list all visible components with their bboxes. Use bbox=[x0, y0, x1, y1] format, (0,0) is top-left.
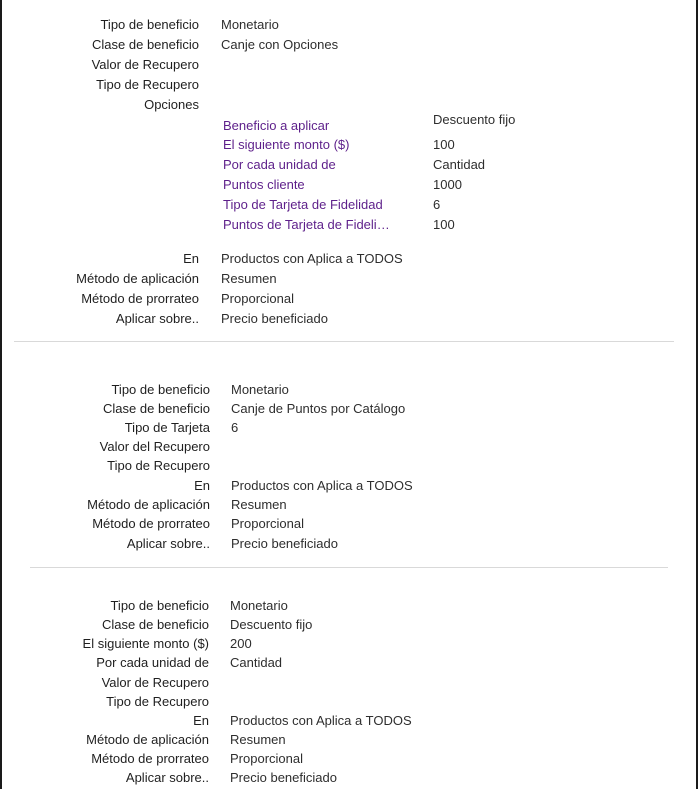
field-clase-beneficio bbox=[2, 35, 696, 55]
field-en bbox=[2, 249, 696, 269]
field-label: Aplicar sobre.. bbox=[126, 536, 210, 551]
field-valor-recupero bbox=[2, 55, 696, 75]
field-value: Canje de Puntos por Catálogo bbox=[231, 401, 406, 416]
field-label: El siguiente monto ($) bbox=[82, 636, 209, 651]
field-value: Descuento fijo bbox=[230, 617, 313, 632]
field-value: 200 bbox=[230, 636, 252, 651]
field-label: Valor de Recupero bbox=[91, 57, 199, 72]
field-clase-beneficio bbox=[2, 615, 696, 635]
field-value: 6 bbox=[231, 420, 239, 435]
field-value: Precio beneficiado bbox=[221, 311, 328, 326]
section-divider bbox=[30, 567, 668, 568]
field-label: Opciones bbox=[144, 97, 199, 112]
option-label: Beneficio a aplicar bbox=[223, 118, 330, 133]
option-value: 6 bbox=[433, 197, 441, 212]
field-value: Resumen bbox=[230, 732, 286, 747]
field-label: En bbox=[194, 478, 210, 493]
option-row bbox=[2, 195, 696, 215]
field-aplicar-sobre bbox=[2, 309, 696, 329]
field-valor-recupero bbox=[2, 673, 696, 693]
field-label: Valor del Recupero bbox=[99, 439, 210, 454]
field-value: Proporcional bbox=[231, 516, 304, 531]
field-label: Tipo de beneficio bbox=[110, 598, 209, 613]
field-value: Precio beneficiado bbox=[231, 536, 338, 551]
option-label: Puntos de Tarjeta de Fideli… bbox=[223, 217, 390, 232]
field-label: Clase de beneficio bbox=[102, 617, 209, 632]
field-clase-beneficio bbox=[2, 399, 696, 419]
option-label: El siguiente monto ($) bbox=[223, 137, 350, 152]
field-valor-recupero bbox=[2, 437, 696, 457]
field-siguiente-monto bbox=[2, 634, 696, 654]
field-label: Método de aplicación bbox=[87, 497, 210, 512]
field-metodo-aplicacion bbox=[2, 730, 696, 750]
field-metodo-aplicacion bbox=[2, 495, 696, 515]
option-value: 1000 bbox=[433, 177, 462, 192]
field-metodo-aplicacion bbox=[2, 269, 696, 289]
field-label: En bbox=[193, 713, 209, 728]
field-metodo-prorrateo bbox=[2, 514, 696, 534]
field-label: Tipo de beneficio bbox=[111, 382, 210, 397]
field-value: Precio beneficiado bbox=[230, 770, 337, 785]
field-label: Método de prorrateo bbox=[92, 516, 210, 531]
field-value: Proporcional bbox=[221, 291, 294, 306]
option-row bbox=[2, 135, 696, 155]
field-opciones bbox=[2, 95, 696, 115]
field-value: Monetario bbox=[221, 17, 279, 32]
field-label: Clase de beneficio bbox=[92, 37, 199, 52]
field-value: Monetario bbox=[230, 598, 288, 613]
field-por-cada-unidad bbox=[2, 653, 696, 673]
field-value: Cantidad bbox=[230, 655, 283, 670]
field-label: Tipo de Recupero bbox=[106, 694, 209, 709]
field-tipo-recupero bbox=[2, 456, 696, 476]
field-label: Tipo de beneficio bbox=[100, 17, 199, 32]
section-divider bbox=[14, 341, 674, 342]
field-value: Productos con Aplica a TODOS bbox=[231, 478, 413, 493]
option-label: Puntos cliente bbox=[223, 177, 305, 192]
field-label: Tipo de Recupero bbox=[96, 77, 199, 92]
option-row bbox=[2, 175, 696, 195]
field-tipo-recupero bbox=[2, 692, 696, 712]
field-tipo-beneficio bbox=[2, 596, 696, 616]
field-label: Tipo de Recupero bbox=[107, 458, 210, 473]
field-value: Canje con Opciones bbox=[221, 37, 339, 52]
field-label: En bbox=[183, 251, 199, 266]
field-value: Resumen bbox=[221, 271, 277, 286]
field-label: Aplicar sobre.. bbox=[125, 770, 209, 785]
option-row bbox=[2, 113, 696, 133]
field-label: Clase de beneficio bbox=[103, 401, 210, 416]
field-label: Tipo de Tarjeta bbox=[124, 420, 210, 435]
field-label: Método de prorrateo bbox=[91, 751, 209, 766]
field-aplicar-sobre bbox=[2, 534, 696, 554]
field-value: Resumen bbox=[231, 497, 287, 512]
field-en bbox=[2, 711, 696, 731]
field-value: Monetario bbox=[231, 382, 289, 397]
field-label: Método de aplicación bbox=[86, 732, 209, 747]
option-value: 100 bbox=[433, 137, 455, 152]
field-tipo-recupero bbox=[2, 75, 696, 95]
field-tipo-beneficio bbox=[2, 15, 696, 35]
option-value: Cantidad bbox=[433, 157, 486, 172]
field-en bbox=[2, 476, 696, 496]
field-label: Valor de Recupero bbox=[101, 675, 209, 690]
option-row bbox=[2, 155, 696, 175]
field-tipo-tarjeta bbox=[2, 418, 696, 438]
field-label: Por cada unidad de bbox=[96, 655, 209, 670]
field-metodo-prorrateo bbox=[2, 289, 696, 309]
field-value: Productos con Aplica a TODOS bbox=[230, 713, 412, 728]
option-row bbox=[2, 215, 696, 235]
option-label: Tipo de Tarjeta de Fidelidad bbox=[223, 197, 383, 212]
option-value: 100 bbox=[433, 217, 455, 232]
field-metodo-prorrateo bbox=[2, 749, 696, 769]
option-label: Por cada unidad de bbox=[223, 157, 336, 172]
field-label: Aplicar sobre.. bbox=[115, 311, 199, 326]
field-tipo-beneficio bbox=[2, 380, 696, 400]
option-value: Descuento fijo bbox=[433, 112, 516, 127]
field-value: Productos con Aplica a TODOS bbox=[221, 251, 403, 266]
field-label: Método de prorrateo bbox=[81, 291, 199, 306]
field-label: Método de aplicación bbox=[76, 271, 199, 286]
field-aplicar-sobre bbox=[2, 768, 696, 788]
field-value: Proporcional bbox=[230, 751, 303, 766]
